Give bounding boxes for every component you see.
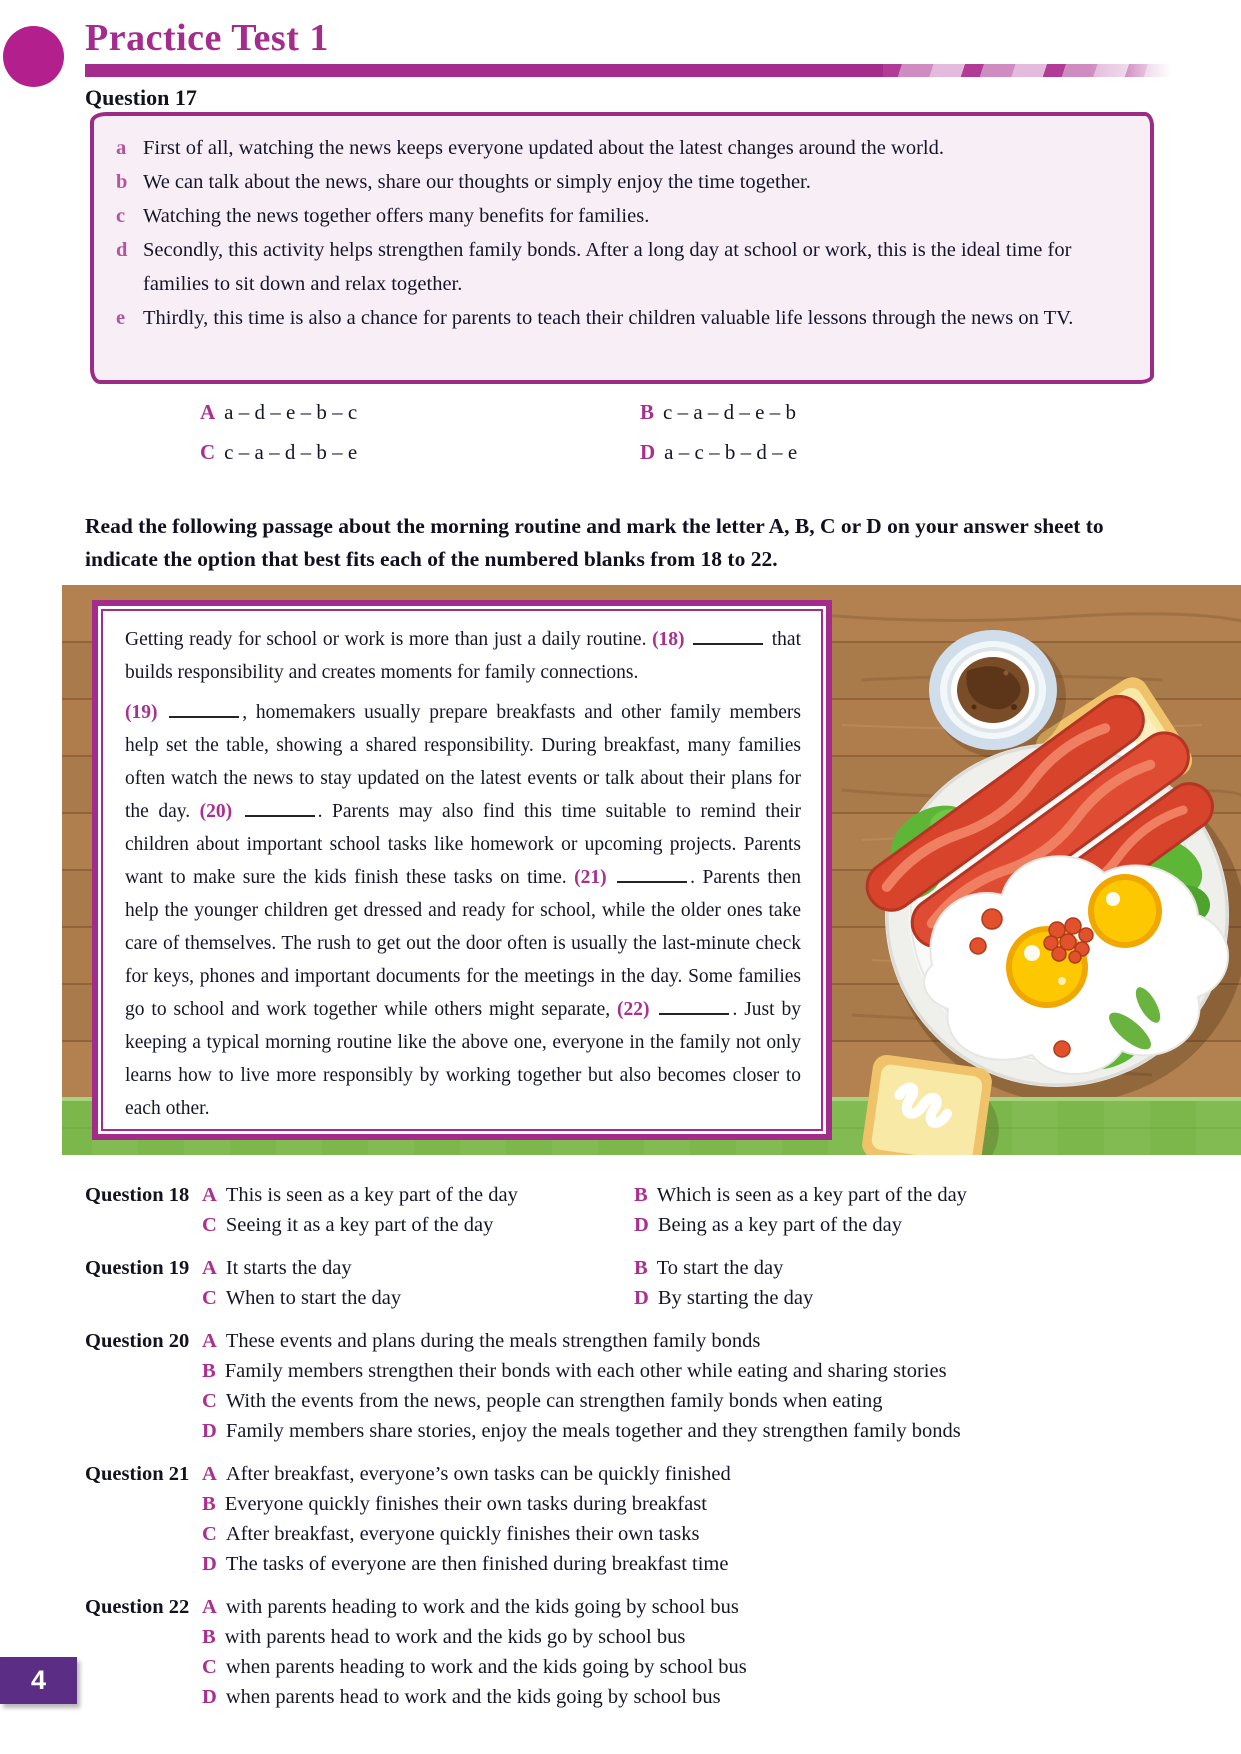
fill-in-blank [169,712,239,718]
option-letter: B [634,1257,648,1279]
jumbled-sentence [116,131,1128,165]
blank-number: (21) [574,867,615,888]
option-text: Seeing it as a key part of the day [225,1214,494,1236]
option-letter: D [634,1287,649,1309]
question-21 [85,1459,1180,1579]
jumbled-sentence [116,233,1128,301]
passage-paragraph-2: (19) , homemakers usually prepare breakfasts and other family members help set the table, showing a shared responsibility. During breakfast, many families often watch the news to stay updated on the latest events or talk about their plans for the day. (20) . Parents may also find this time suitable to remind their children about important school tasks like homework or upcoming projects. Parents want to make sure the kids finish these tasks on time. (21) . Parents then help the younger children get dressed and ready for school, while the older ones take care of themselves. The rush to get out the door often is usually the last-minute check for keys, phones and important documents for the meetings in the day. Some families go to school and work together while others might separate, (22) . Just by keeping a typical morning routine like the above one, everyone in the family not only learns how to live more responsibly by working together but also becomes closer to each other. [125,702,801,1119]
option-letter: B [634,1184,648,1206]
option-C[interactable] [202,1519,1180,1549]
question-label: Question 19 [85,1257,190,1279]
sentence-text: We can talk about the news, share our thoughts or simply enjoy the time together. [143,171,811,193]
option-letter: D [202,1420,217,1442]
choice-letter: A [200,400,216,424]
option-text: Everyone quickly finishes their own tasks during breakfast [224,1493,707,1515]
option-letter: B [202,1493,216,1515]
option-D[interactable] [202,1682,1180,1712]
blank-number: (22) [617,999,657,1020]
passage-figure [62,585,1241,1155]
fill-in-blank [693,639,763,645]
option-letter: C [202,1390,217,1412]
jumbled-sentence [116,199,1128,233]
question-17-label: Question 17 [85,85,197,110]
question-19 [85,1253,1180,1313]
option-C[interactable] [202,1210,634,1240]
jumbled-sentence [116,165,1128,199]
choice-letter: C [200,440,216,464]
option-text: By starting the day [657,1287,814,1309]
choice-text: c – a – d – b – e [224,440,358,464]
fill-in-blank [245,811,315,817]
option-text: with parents heading to work and the kids going by school bus [225,1596,739,1618]
sentence-text: Thirdly, this time is also a chance for parents to teach their children valuable life lessons through the news on TV. [143,307,1074,329]
option-B[interactable] [202,1622,1180,1652]
choice-text: a – c – b – d – e [664,440,798,464]
option-letter: A [202,1257,217,1279]
choice-letter: B [640,400,655,424]
option-letter: C [202,1214,217,1236]
reading-instruction: Read the following passage about the morning routine and mark the letter A, B, C or D on your answer sheet to indicate the option that best fits each of the numbered blanks from 18 to 22. [85,514,1104,571]
option-D[interactable] [202,1416,1180,1446]
option-text: Being as a key part of the day [657,1214,903,1236]
decorative-circle-white [12,1272,62,1322]
answer-choice-B[interactable] [640,398,1120,426]
question-label: Question 20 [85,1330,190,1352]
sentence-text: Watching the news together offers many benefits for families. [143,205,650,227]
option-text: with parents head to work and the kids go by school bus [224,1626,686,1648]
option-text: Family members share stories, enjoy the meals together and they strengthen family bonds [225,1420,961,1442]
question-22 [85,1592,1180,1712]
option-text: With the events from the news, people can strengthen family bonds when eating [225,1390,883,1412]
question-17-sentence-box [90,112,1154,384]
option-D[interactable] [202,1549,1180,1579]
answer-choice-D[interactable] [640,438,1120,466]
option-text: It starts the day [225,1257,352,1279]
option-letter: A [202,1596,217,1618]
option-text: Family members strengthen their bonds with each other while eating and sharing stories [224,1360,947,1382]
passage-paragraph-1: Getting ready for school or work is more than just a daily routine. (18) that builds responsibility and creates moments for family connections. [125,629,801,683]
title-bar-solid [85,64,883,77]
option-B[interactable] [634,1180,1180,1210]
option-C[interactable] [202,1652,1180,1682]
option-letter: C [202,1656,217,1678]
answer-choice-A[interactable] [200,398,640,426]
option-text: After breakfast, everyone quickly finishes their own tasks [225,1523,700,1545]
option-letter: D [202,1686,217,1708]
sentence-letter: a [116,137,127,159]
option-A[interactable] [202,1459,1180,1489]
sentence-letter: e [116,307,126,329]
decorative-circle-white [15,444,57,486]
option-letter: A [202,1330,217,1352]
option-A[interactable] [202,1326,1180,1356]
blank-number: (18) [652,629,691,650]
passage-card [92,600,832,1140]
question-label: Question 22 [85,1596,190,1618]
question-17-choices [200,398,1120,466]
option-letter: D [634,1214,649,1236]
option-letter: C [202,1287,217,1309]
option-text: when parents heading to work and the kids going by school bus [225,1656,747,1678]
passage-text [101,609,823,1131]
option-letter: B [202,1626,216,1648]
page-number-badge: 4 [0,1657,77,1704]
sentence-letter: c [116,205,126,227]
blank-number: (20) [199,801,242,822]
option-letter: B [202,1360,216,1382]
title-underline-bar [85,64,1171,77]
page-title: Practice Test 1 [85,17,329,59]
jumbled-sentence [116,301,1128,335]
question-18 [85,1180,1180,1240]
option-letter: A [202,1184,217,1206]
question-label: Question 21 [85,1463,190,1485]
option-A[interactable] [202,1180,634,1210]
decorative-circle-magenta [3,26,64,87]
title-bar-stripes [883,64,1171,77]
option-C[interactable] [202,1283,634,1313]
option-text: When to start the day [225,1287,402,1309]
option-text: After breakfast, everyone’s own tasks can be quickly finished [225,1463,731,1485]
sentence-letter: d [116,239,128,261]
option-text: The tasks of everyone are then finished during breakfast time [225,1553,729,1575]
option-letter: C [202,1523,217,1545]
answer-choice-C[interactable] [200,438,640,466]
sidebar-vertical-title: Practice Test 1 [8,677,54,957]
questions-18-22 [85,1180,1180,1725]
blank-number: (19) [125,702,167,723]
option-A[interactable] [202,1253,634,1283]
option-text: These events and plans during the meals strengthen family bonds [225,1330,761,1352]
question-label: Question 18 [85,1184,190,1206]
sentence-text: First of all, watching the news keeps everyone updated about the latest changes around the world. [143,137,944,159]
option-D[interactable] [634,1283,1180,1313]
option-B[interactable] [634,1253,1180,1283]
option-text: To start the day [656,1257,784,1279]
option-D[interactable] [634,1210,1180,1240]
option-B[interactable] [202,1356,1180,1386]
choice-letter: D [640,440,656,464]
option-letter: A [202,1463,217,1485]
fill-in-blank [617,877,687,883]
option-C[interactable] [202,1386,1180,1416]
sentence-letter: b [116,171,128,193]
option-letter: D [202,1553,217,1575]
choice-text: a – d – e – b – c [224,400,358,424]
option-A[interactable] [202,1592,1180,1622]
question-20 [85,1326,1180,1446]
option-B[interactable] [202,1489,1180,1519]
fill-in-blank [659,1009,729,1015]
option-text: This is seen as a key part of the day [225,1184,518,1206]
option-text: Which is seen as a key part of the day [656,1184,967,1206]
option-text: when parents head to work and the kids going by school bus [225,1686,721,1708]
choice-text: c – a – d – e – b [663,400,796,424]
sentence-text: Secondly, this activity helps strengthen family bonds. After a long day at school or work, this is the ideal time for families to sit down and relax together. [143,239,1072,295]
